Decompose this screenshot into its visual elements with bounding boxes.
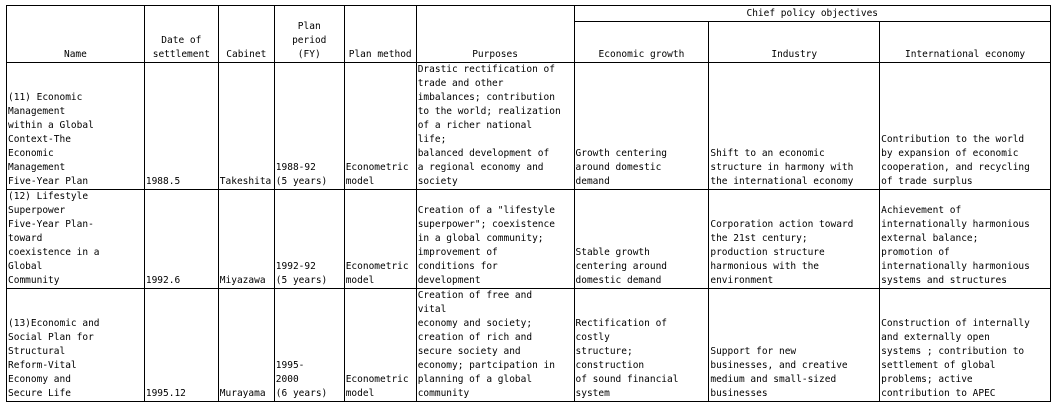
cell-economic-growth: Stable growth centering around domestic demand [574,190,709,289]
cell-name: (12) Lifestyle Superpower Five-Year Plan- toward coexistence in a Global Community [7,190,145,289]
cell-international-economy: Construction of internally and externally open systems ; contribution to settlement of global problems; active contribution to APEC [880,289,1051,402]
header-chief-objectives: Chief policy objectives [574,6,1051,22]
cell-method: Econometric model [344,289,416,402]
cell-cabinet: Murayama [218,289,274,402]
economic-plans-table [6,5,1051,402]
cell-international-economy: Achievement of internationally harmonious external balance; promotion of internationally harmonious systems and structures [880,190,1051,289]
cell-industry: Shift to an economic structure in harmony with the international economy [709,63,880,190]
cell-method: Econometric model [344,63,416,190]
cell-cabinet: Miyazawa [218,190,274,289]
table-row [7,289,1051,402]
cell-method: Econometric model [344,190,416,289]
cell-purposes: Creation of a "lifestyle superpower"; coexistence in a global community; improvement of conditions for development [416,190,574,289]
header-method: Plan method [344,6,416,63]
cell-industry: Corporation action toward the 21st century; production structure harmonious with the environment [709,190,880,289]
cell-industry: Support for new businesses, and creative medium and small-sized businesses [709,289,880,402]
plans-table-container [6,5,1051,402]
table-row [7,190,1051,289]
cell-international-economy: Contribution to the world by expansion of economic cooperation, and recycling of trade surplus [880,63,1051,190]
cell-date: 1992.6 [144,190,218,289]
cell-period: 1988-92 (5 years) [274,63,344,190]
header-purposes: Purposes [416,6,574,63]
cell-economic-growth: Rectification of costly structure; construction of sound financial system [574,289,709,402]
header-cabinet: Cabinet [218,6,274,63]
cell-name: (11) Economic Management within a Global Context-The Economic Management Five-Year Plan [7,63,145,190]
header-industry: Industry [709,22,880,63]
cell-period: 1992-92 (5 years) [274,190,344,289]
cell-economic-growth: Growth centering around domestic demand [574,63,709,190]
header-name: Name [7,6,145,63]
cell-purposes: Drastic rectification of trade and other imbalances; contribution to the world; realization of a richer national life; balanced development of a regional economy and society [416,63,574,190]
header-economic-growth: Economic growth [574,22,709,63]
cell-purposes: Creation of free and vital economy and society; creation of rich and secure society and economy; partcipation in planning of a global community [416,289,574,402]
cell-period: 1995- 2000 (6 years) [274,289,344,402]
table-row [7,63,1051,190]
cell-cabinet: Takeshita [218,63,274,190]
header-date: Date of settlement [144,6,218,63]
header-period: Plan period (FY) [274,6,344,63]
cell-date: 1988.5 [144,63,218,190]
cell-date: 1995.12 [144,289,218,402]
cell-name: (13)Economic and Social Plan for Structural Reform-Vital Economy and Secure Life [7,289,145,402]
header-international-economy: International economy [880,22,1051,63]
